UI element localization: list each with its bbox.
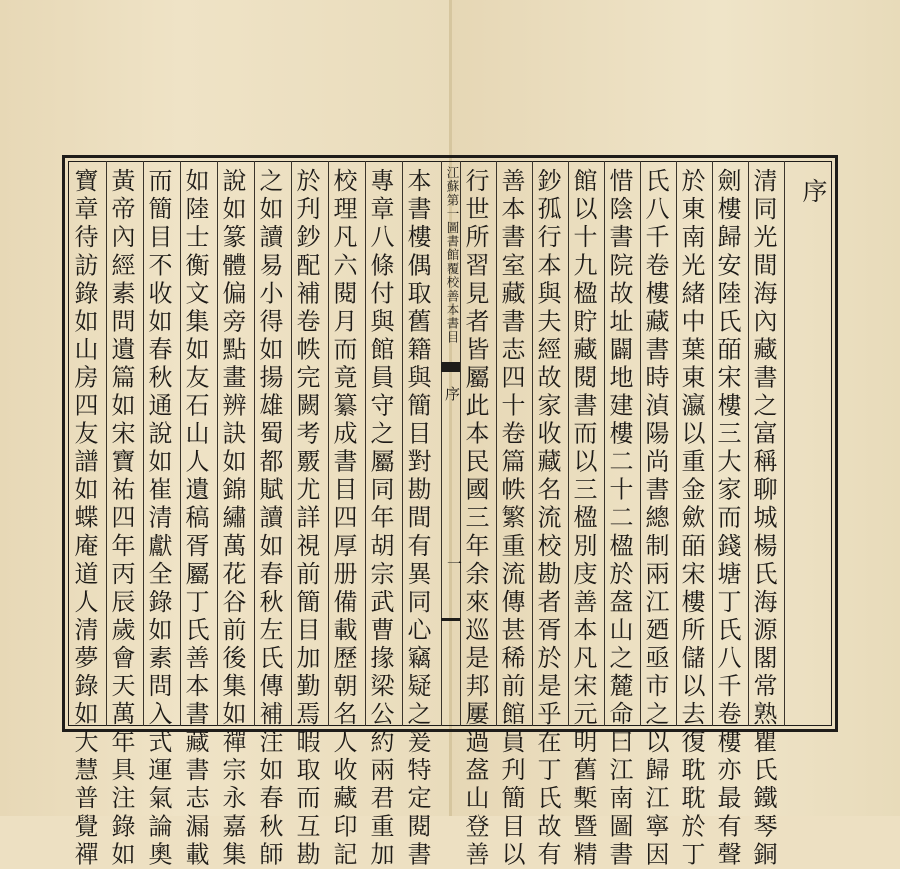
- column-rule: [106, 161, 107, 726]
- column-rule: [365, 161, 366, 726]
- column-rule: [712, 161, 713, 726]
- text-column: 專章八條付與館員守之屬同年胡宗武曹掾梁公約兩君重加: [366, 168, 394, 869]
- text-column: 於刋鈔配補卷帙完闕考覈尤詳視前簡目加勤焉暇取而互勘: [292, 168, 320, 869]
- text-column: 如陸士衡文集如友石山人遺稿胥屬丁氏善本書藏書志漏載: [181, 168, 209, 869]
- column-rule: [604, 161, 605, 726]
- page-number: 一: [445, 556, 463, 571]
- text-column: 善本書室藏書志四十卷篇帙繁重流傳甚稀前館員刋簡目以: [497, 168, 525, 869]
- column-rule: [143, 161, 144, 726]
- text-column: 館以十九楹貯藏閱書而以三楹別庋善本凡宋元明舊槧暨精: [569, 168, 597, 869]
- column-rule: [532, 161, 533, 726]
- text-column: 說如篆體偏旁點畫辨訣如錦繡萬花谷前後集如禪宗永嘉集: [218, 168, 246, 869]
- column-rule: [254, 161, 255, 726]
- preface-heading: 序: [799, 178, 828, 205]
- text-column: 黃帝內經素問遺篇如宋寶祐四年丙辰歲會天萬年具注錄如: [107, 168, 135, 869]
- column-rule: [676, 161, 677, 726]
- section-label: 序: [443, 386, 461, 401]
- center-strip-rule-left: [441, 161, 442, 726]
- text-column: 劍樓歸安陸氏皕宋樓三大家而錢塘丁氏八千卷樓亦最有聲: [713, 168, 741, 869]
- text-column: 鈔孤行本與夫經故家收藏名流校勘者胥於是乎在丁氏故有: [533, 168, 561, 869]
- column-rule: [568, 161, 569, 726]
- column-rule: [291, 161, 292, 726]
- text-column: 行世所習見者皆屬此本民國三年余來巡是邦屢過盋山登善: [461, 168, 489, 869]
- text-column: 而簡目不收如春秋通說如崔清獻全錄如素問入式運氣論奧: [144, 168, 172, 869]
- column-rule: [784, 161, 785, 726]
- text-column: 於東南光緒中葉東瀛以重金歛皕宋樓所儲以去復耽耽於丁: [677, 168, 705, 869]
- fishtail-mark: [441, 362, 460, 372]
- book-title: 江蘇第一圖書館覆校善本書目: [445, 166, 460, 345]
- column-rule: [180, 161, 181, 726]
- text-column: 清同光間海內藏書之富稱聊城楊氏海源閣常熟瞿氏鐵琴銅: [749, 168, 777, 869]
- column-rule: [328, 161, 329, 726]
- column-rule: [496, 161, 497, 726]
- text-column: 惜陰書院故址闢地建樓二十二楹於盋山之麓命曰江南圖書: [605, 168, 633, 869]
- center-strip-bar: [441, 618, 460, 621]
- column-rule: [402, 161, 403, 726]
- text-column: 本書樓偶取舊籍與簡目對勘間有異同心竊疑之爰特定閱書: [403, 168, 431, 869]
- text-column: 之如讀易小得如揚雄蜀都賦讀如春秋左氏傳補注如春秋師: [255, 168, 283, 869]
- text-column: 氏八千卷樓藏書時湞陽尚書總制兩江廼亟市之以歸江寧因: [641, 168, 669, 869]
- column-rule: [217, 161, 218, 726]
- column-rule: [640, 161, 641, 726]
- text-column: 校理凡六閱月而竟纂成書目四厚册備載歷朝名人收藏印記: [329, 168, 357, 869]
- column-rule: [748, 161, 749, 726]
- text-column: 寶章待訪錄如山房四友譜如蝶庵道人清夢錄如大慧普覺禪: [70, 168, 98, 869]
